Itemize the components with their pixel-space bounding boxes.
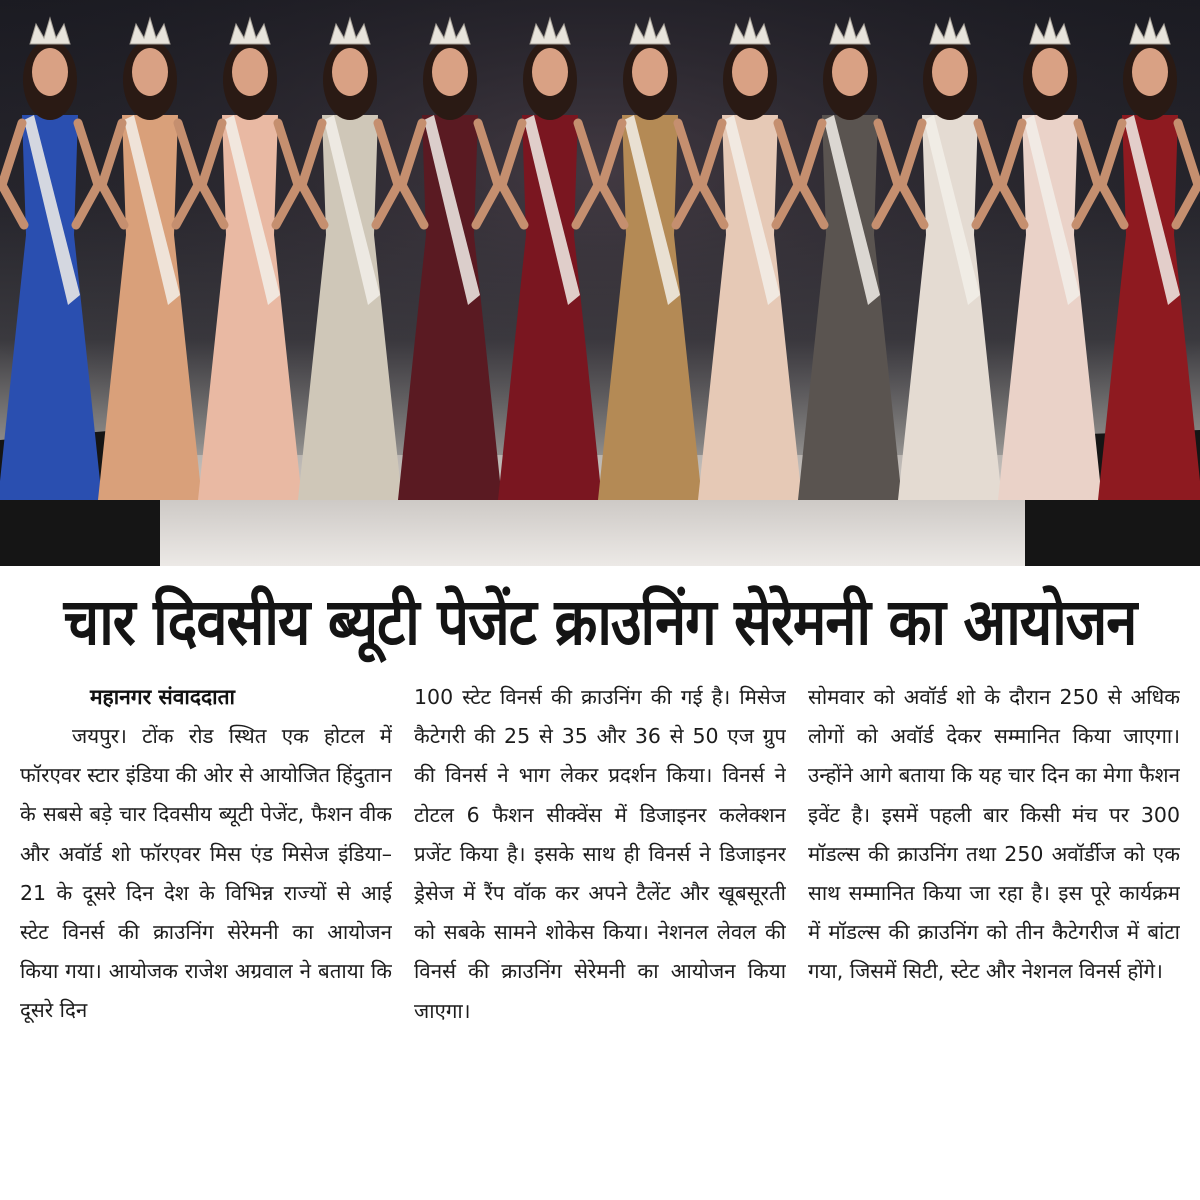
headline-bar <box>0 566 1200 674</box>
pageant-photo <box>0 0 1200 566</box>
byline: महानगर संवाददाता <box>90 685 235 709</box>
article-body <box>20 678 1180 1188</box>
article-column-2 <box>414 678 786 1188</box>
face <box>1132 48 1168 96</box>
face <box>232 48 268 96</box>
face <box>532 48 568 96</box>
face <box>32 48 68 96</box>
article-column-3 <box>808 678 1180 1188</box>
pageant-winners-photo-icon <box>0 0 1200 566</box>
paragraph-1: जयपुर। टोंक रोड स्थित एक होटल में फॉरएवर स्टार इंडिया की ओर से आयोजित हिंदुतान के सबसे बड़े चार दिवसीय ब्यूटी पेजेंट, फैशन वीक और अवॉर्ड शो फॉरएवर मिस एंड मिसेज इंडिया–21 के दूसरे दिन देश के विभिन्न राज्यों से आई स्टेट विनर्स की क्राउनिंग सेरेमनी का आयोजन किया गया। आयोजक राजेश अग्रवाल ने बताया कि दूसरे दिन <box>20 724 392 1023</box>
paragraph-3: सोमवार को अवॉर्ड शो के दौरान 250 से अधिक लोगों को अवॉर्ड देकर सम्मानित किया जाएगा। उन्होंने आगे बताया कि यह चार दिन का मेगा फैशन इवेंट है। इसमें पहली बार किसी मंच पर 300 मॉडल्स की क्राउनिंग तथा 250 अवॉर्डीज को एक साथ सम्मानित किया जा रहा है। इस पूरे कार्यक्रम में मॉडल्स की क्राउनिंग को तीन कैटेगरीज में बांटा गया, जिसमें सिटी, स्टेट और नेशनल विनर्स होंगे। <box>808 685 1180 984</box>
face <box>132 48 168 96</box>
article-column-1 <box>20 678 392 1188</box>
face <box>332 48 368 96</box>
face <box>932 48 968 96</box>
face <box>432 48 468 96</box>
face <box>832 48 868 96</box>
face <box>1032 48 1068 96</box>
face <box>632 48 668 96</box>
face <box>732 48 768 96</box>
paragraph-2: 100 स्टेट विनर्स की क्राउनिंग की गई है। मिसेज कैटेगरी की 25 से 35 और 36 से 50 एज ग्रुप की विनर्स ने भाग लेकर प्रदर्शन किया। विनर्स ने टोटल 6 फैशन सीक्वेंस में डिजाइनर कलेक्शन प्रजेंट किया है। इसके साथ ही विनर्स ने डिजाइनर ड्रेसेज में रैंप वॉक कर अपने टैलेंट और खूबसूरती को सबके सामने शोकेस किया। नेशनल लेवल की विनर्स की क्राउनिंग सेरेमनी का आयोजन किया जाएगा। <box>414 685 786 1023</box>
headline: चार दिवसीय ब्यूटी पेजेंट क्राउनिंग सेरेमनी का आयोजन <box>63 585 1137 661</box>
